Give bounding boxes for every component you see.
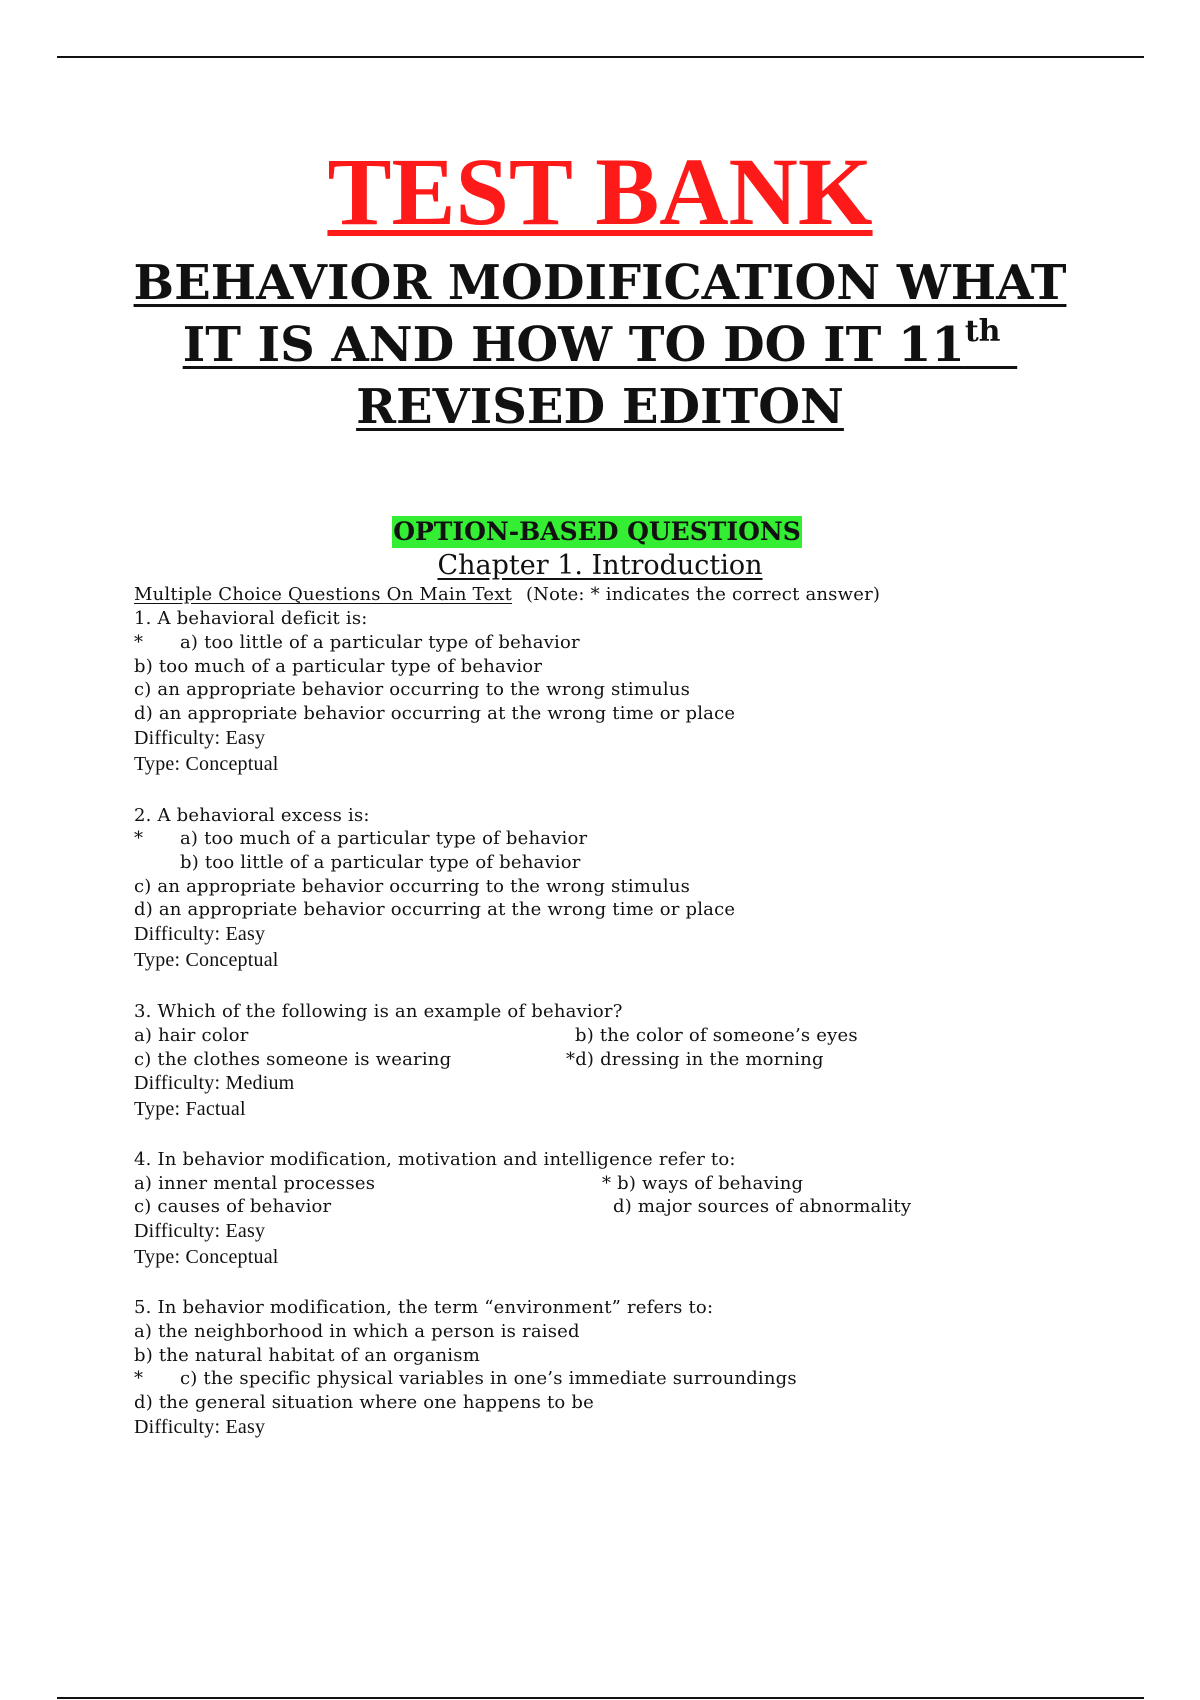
mcq-heading: Multiple Choice Questions On Main Text — [134, 584, 513, 605]
q1-option-b: b) too much of a particular type of behavior — [134, 656, 543, 677]
q3-difficulty: Difficulty: Medium — [134, 1072, 295, 1094]
q3-option-d: *d) dressing in the morning — [566, 1049, 824, 1070]
q4-option-d: d) major sources of abnormality — [613, 1196, 912, 1217]
q2-type: Type: Conceptual — [134, 949, 279, 971]
q3-stem: 3. Which of the following is an example of behavior? — [134, 1001, 623, 1022]
q5-difficulty: Difficulty: Easy — [134, 1416, 266, 1438]
book-title-line-2: IT IS AND HOW TO DO IT 11th — [182, 314, 1001, 373]
section-tag: OPTION-BASED QUESTIONS — [393, 517, 801, 546]
q5-option-b: b) the natural habitat of an organism — [134, 1345, 480, 1366]
correct-marker: * — [134, 828, 144, 849]
q5-option-d: d) the general situation where one happens to be — [134, 1392, 594, 1413]
q4-option-b: * b) ways of behaving — [602, 1173, 804, 1194]
q5-stem: 5. In behavior modification, the term “environment” refers to: — [134, 1297, 714, 1318]
edition-suffix: th — [964, 314, 1001, 349]
q4-option-a: a) inner mental processes — [134, 1173, 376, 1194]
book-title — [80, 252, 1120, 438]
q4-option-c: c) causes of behavior — [134, 1196, 332, 1217]
q2-option-b: b) too little of a particular type of behavior — [180, 852, 581, 873]
q3-option-a: a) hair color — [134, 1025, 249, 1046]
book-title-line-1: BEHAVIOR MODIFICATION WHAT — [133, 255, 1067, 311]
q3-option-b: b) the color of someone’s eyes — [575, 1025, 858, 1046]
q1-stem: 1. A behavioral deficit is: — [134, 608, 368, 629]
q2-difficulty: Difficulty: Easy — [134, 923, 266, 945]
q4-difficulty: Difficulty: Easy — [134, 1220, 266, 1242]
correct-marker: * — [134, 1368, 144, 1389]
main-title: TEST BANK — [327, 138, 873, 245]
q2-stem: 2. A behavioral excess is: — [134, 805, 370, 826]
q3-type: Type: Factual — [134, 1098, 246, 1120]
q5-option-c: * c) the specific physical variables in one’s immediate surroundings — [134, 1368, 797, 1389]
book-title-line-3: REVISED EDITON — [356, 379, 844, 435]
q1-option-d: d) an appropriate behavior occurring at the wrong time or place — [134, 703, 736, 724]
q4-type: Type: Conceptual — [134, 1246, 279, 1268]
q3-option-c: c) the clothes someone is wearing — [134, 1049, 452, 1070]
mcq-heading-line — [134, 583, 880, 607]
correct-marker: * — [134, 632, 144, 653]
q1-option-a: * a) too little of a particular type of behavior — [134, 632, 580, 653]
chapter-heading: Chapter 1. Introduction — [437, 550, 763, 581]
q5-option-a: a) the neighborhood in which a person is raised — [134, 1321, 580, 1342]
q2-option-d: d) an appropriate behavior occurring at the wrong time or place — [134, 899, 736, 920]
top-rule — [57, 56, 1144, 58]
q4-stem: 4. In behavior modification, motivation and intelligence refer to: — [134, 1149, 736, 1170]
q2-option-c: c) an appropriate behavior occurring to the wrong stimulus — [134, 876, 691, 897]
q1-option-c: c) an appropriate behavior occurring to the wrong stimulus — [134, 679, 691, 700]
answer-note: (Note: * indicates the correct answer) — [525, 584, 881, 605]
q2-option-a: * a) too much of a particular type of behavior — [134, 828, 588, 849]
bottom-rule — [57, 1697, 1144, 1699]
q1-type: Type: Conceptual — [134, 753, 279, 775]
q1-difficulty: Difficulty: Easy — [134, 727, 266, 749]
